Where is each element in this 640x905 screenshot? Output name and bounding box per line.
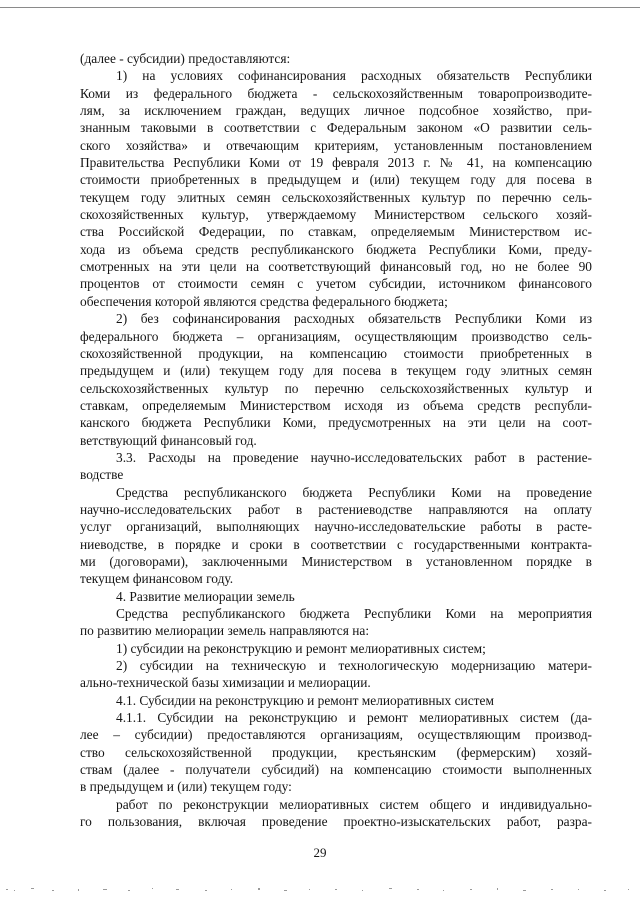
text-line: скохозяйственных культур, утверждаемому Министерством сельского хозяй- [80, 207, 592, 223]
text-line: ветствующий финансовый год. [80, 432, 257, 448]
document-page [80, 50, 592, 830]
text-line: сельскохозяйственных культур по перечню сельскохозяйственных культур и [80, 380, 592, 396]
text-line: Правительства Республики Коми от 19 февраля 2013 г. № 41, на компенсацию [80, 155, 592, 171]
text-line: 1) на условиях софинансирования расходных обязательств Республики [116, 68, 592, 84]
text-line: текущем финансовом году. [80, 571, 234, 587]
text-line: 1) субсидии на реконструкцию и ремонт мелиоративных систем; [116, 640, 486, 656]
text-line: ми (договорами), заключенными Министерством в установленном порядке в [80, 553, 592, 569]
text-line: 4. Развитие мелиорации земель [116, 588, 295, 604]
text-line: по развитию мелиорации земель направляются на: [80, 623, 370, 639]
text-line: услуг организаций, выполняющих научно-исследовательские работы в расте- [80, 519, 592, 535]
text-line: смотренных на эти цели на соответствующий финансовый год, но не более 90 [80, 259, 592, 275]
text-line: ствам (далее - получатели субсидий) на компенсацию стоимости выполненных [80, 762, 592, 778]
text-line: Коми из федерального бюджета - сельскохозяйственным товаропроизводите- [80, 85, 592, 101]
text-line: процентов от стоимости семян с учетом субсидии, источником финансового [80, 276, 592, 292]
text-line: лее – субсидии) предоставляются организациям, осуществляющим производ- [80, 727, 592, 743]
text-line: работ по реконструкции мелиоративных систем общего и индивидуально- [116, 796, 592, 812]
text-line: обеспечения которой являются средства федерального бюджета; [80, 293, 448, 309]
text-line: 2) субсидии на техническую и технологическую модернизацию матери- [116, 658, 592, 674]
text-line: 3.3. Расходы на проведение научно-исследовательских работ в растение- [116, 449, 592, 465]
text-line: 2) без софинансирования расходных обязательств Республики Коми из [116, 311, 592, 327]
scan-top-edge [0, 7, 640, 8]
text-line: ство сельскохозяйственной продукции, крестьянским (фермерским) хозяй- [80, 744, 592, 760]
text-line: в предыдущем и (или) текущем году: [80, 779, 292, 795]
text-line: скохозяйственной продукции, на компенсацию стоимости приобретенных в [80, 345, 592, 361]
text-line: ниеводстве, в порядке и сроки в соответствии с государственными контракта- [80, 536, 592, 552]
text-line: ставкам, определяемым Министерством исходя из объема средств республи- [80, 397, 592, 413]
text-line: научно-исследовательских работ в растениеводстве направляются на оплату [80, 501, 592, 517]
text-line: текущем году элитных семян сельскохозяйственных культур по перечню сель- [80, 189, 592, 205]
text-line: лям, за исключением граждан, ведущих личное подсобное хозяйство, при- [80, 103, 592, 119]
scan-noise-strip [0, 886, 640, 894]
text-line: стоимости приобретенных в предыдущем и (или) текущем году для посева в [80, 172, 592, 188]
text-line: ского хозяйства» и отвечающим критериям, установленным постановлением [80, 137, 592, 153]
text-line: 4.1. Субсидии на реконструкцию и ремонт мелиоративных систем [116, 692, 494, 708]
text-line: Средства республиканского бюджета Республики Коми на проведение [116, 484, 592, 500]
text-line: Средства республиканского бюджета Республики Коми на мероприятия [116, 606, 592, 621]
page-number: 29 [313, 845, 327, 860]
text-line: водстве [80, 467, 124, 483]
text-line: предыдущем и (или) текущем году для посева в текущем году элитных семян [80, 363, 592, 379]
text-line: знанным таковыми в соответствии с Федеральным законом «О развитии сель- [80, 120, 592, 136]
text-line: ства Российской Федерации, по ставкам, определяемым Министерством ис- [80, 224, 592, 240]
text-line: (далее - субсидии) предоставляются: [80, 51, 291, 66]
text-line: 4.1.1. Субсидии на реконструкцию и ремонт мелиоративных систем (да- [116, 710, 592, 726]
text-line: ально-технической базы химизации и мелиорации. [80, 675, 371, 691]
text-line: хода из объема средств республиканского бюджета Республики Коми, преду- [80, 241, 592, 257]
text-line: канского бюджета Республики Коми, предусмотренных на эти цели на соот- [80, 415, 592, 431]
text-line: федерального бюджета – организациям, осуществляющим производство сель- [80, 328, 592, 344]
text-line: го пользования, включая проведение проектно-изыскательских работ, разра- [80, 814, 592, 830]
